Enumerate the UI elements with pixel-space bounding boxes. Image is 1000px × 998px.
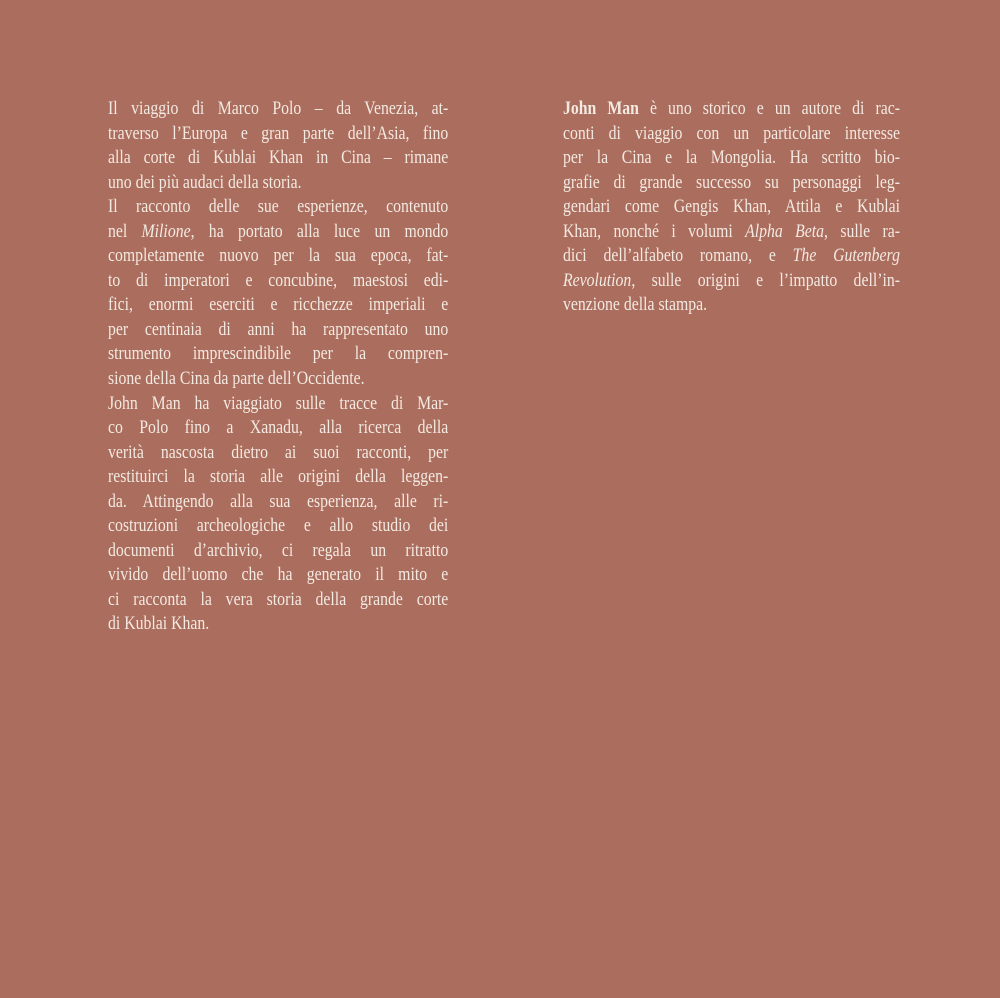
text-line — [108, 490, 448, 515]
text-line — [108, 244, 448, 269]
text-line — [108, 318, 448, 343]
text-run: fici, enormi eserciti e ricchezze imperiali e — [108, 294, 449, 316]
synopsis-paragraph-3 — [108, 392, 448, 637]
italic-text-run: Revolution — [563, 269, 632, 291]
text-line — [563, 244, 900, 269]
text-run: venzione della stampa. — [563, 294, 708, 316]
text-run: per la Cina e la Mongolia. Ha scritto bio- — [563, 147, 900, 169]
text-line — [563, 146, 900, 171]
text-run: nel — [108, 220, 142, 242]
text-line — [563, 220, 900, 245]
text-line — [108, 171, 448, 196]
text-line — [108, 539, 448, 564]
text-run: documenti d’archivio, ci regala un ritratto — [108, 539, 449, 561]
text-line — [108, 465, 448, 490]
synopsis-paragraph-2 — [108, 195, 448, 391]
bold-text-run: John Man — [563, 98, 639, 119]
text-run: completamente nuovo per la sua epoca, fat- — [108, 245, 449, 267]
text-run: Khan, nonché i volumi — [563, 220, 746, 242]
text-run: dici dell’alfabeto romano, e — [563, 245, 793, 267]
text-line — [108, 195, 448, 220]
text-line — [563, 269, 900, 294]
text-line — [563, 171, 900, 196]
text-run: gendari come Gengis Khan, Attila e Kublai — [563, 196, 900, 218]
text-run: , sulle ra- — [824, 220, 900, 242]
text-line — [563, 122, 900, 147]
text-line — [108, 514, 448, 539]
text-line — [108, 97, 448, 122]
text-run: costruzioni archeologiche e allo studio dei — [108, 515, 449, 537]
text-line — [108, 146, 448, 171]
text-run: Il racconto delle sue esperienze, contenuto — [108, 196, 449, 218]
text-run: , sulle origini e l’impatto dell’in- — [631, 269, 900, 291]
text-line — [108, 416, 448, 441]
text-line — [108, 563, 448, 588]
text-run: verità nascosta dietro ai suoi racconti, per — [108, 441, 449, 463]
text-line — [108, 293, 448, 318]
text-run: vivido dell’uomo che ha generato il mito e — [108, 564, 449, 586]
synopsis-column — [108, 97, 448, 637]
text-run: alla corte di Kublai Khan in Cina – rimane — [108, 147, 449, 169]
italic-text-run: Milione — [141, 220, 191, 242]
text-run: per centinaia di anni ha rappresentato uno — [108, 318, 449, 340]
text-run: da. Attingendo alla sua esperienza, alle ri- — [108, 490, 449, 512]
text-run: di Kublai Khan. — [108, 613, 210, 635]
text-run: strumento imprescindibile per la compren- — [108, 343, 449, 365]
text-line — [563, 293, 900, 318]
synopsis-paragraph-1 — [108, 97, 448, 195]
text-run: uno dei più audaci della storia. — [108, 171, 302, 193]
text-run: conti di viaggio con un particolare interesse — [563, 122, 900, 144]
text-line — [563, 195, 900, 220]
text-line — [108, 392, 448, 417]
text-run: grafie di grande successo su personaggi leg- — [563, 171, 900, 193]
text-line — [108, 367, 448, 392]
text-run: to di imperatori e concubine, maestosi edi- — [108, 269, 449, 291]
text-run: restituirci la storia alle origini della leggen- — [108, 466, 449, 488]
text-run: John Man ha viaggiato sulle tracce di Mar- — [108, 392, 449, 414]
text-run: ci racconta la vera storia della grande corte — [108, 588, 449, 610]
italic-text-run: The Gutenberg — [792, 245, 900, 267]
text-run: traverso l’Europa e gran parte dell’Asia, fino — [108, 122, 449, 144]
text-run: co Polo fino a Xanadu, alla ricerca della — [108, 417, 449, 439]
text-line — [108, 269, 448, 294]
text-line — [108, 122, 448, 147]
text-line — [108, 612, 448, 637]
text-run: Il viaggio di Marco Polo – da Venezia, at- — [108, 98, 449, 119]
text-line — [108, 220, 448, 245]
italic-text-run: Alpha Beta — [745, 220, 825, 242]
text-run: è uno storico e un autore di rac- — [638, 98, 900, 119]
author-bio-column — [563, 97, 900, 318]
text-run: sione della Cina da parte dell’Occidente. — [108, 368, 365, 390]
text-line — [108, 342, 448, 367]
author-bio-paragraph — [563, 97, 900, 318]
text-run: , ha portato alla luce un mondo — [190, 220, 449, 242]
text-line — [108, 441, 448, 466]
text-line — [108, 588, 448, 613]
text-line — [563, 97, 900, 122]
